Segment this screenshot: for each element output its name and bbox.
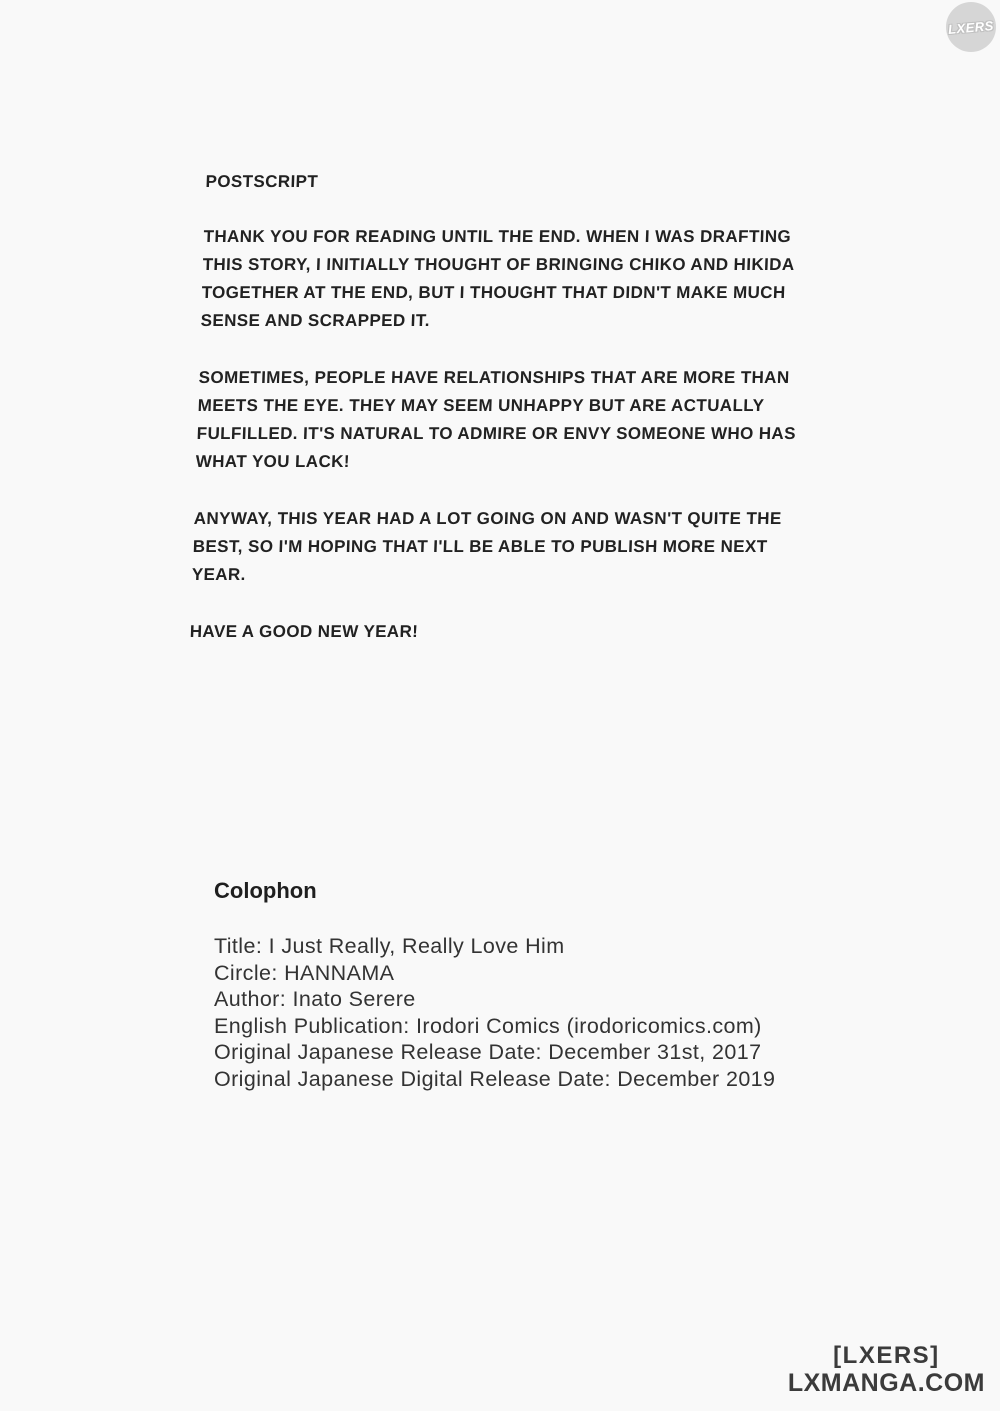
postscript-paragraph — [189, 618, 850, 646]
lxers-badge-label: LXERS — [947, 17, 995, 37]
site-watermark-name: [LXERS] — [833, 1342, 940, 1369]
text-line: THANK YOU FOR READING UNTIL THE END. WHEN I WAS DRAFTING — [203, 227, 792, 246]
postscript-heading: POSTSCRIPT — [205, 172, 319, 191]
postscript-section — [188, 168, 866, 675]
colophon-line: English Publication: Irodori Comics (irodoricomics.com) — [214, 1013, 762, 1038]
colophon-line: Circle: HANNAMA — [214, 960, 395, 985]
lxers-badge — [946, 2, 996, 52]
text-line: HAVE A GOOD NEW YEAR! — [189, 622, 419, 641]
postscript-paragraph — [191, 505, 854, 589]
text-line: THIS STORY, I INITIALLY THOUGHT OF BRINGING CHIKO AND HIKIDA — [202, 255, 795, 274]
postscript-paragraphs — [189, 223, 864, 646]
text-line: WHAT YOU LACK! — [195, 452, 351, 471]
colophon-line: Original Japanese Digital Release Date: December 2019 — [214, 1066, 776, 1091]
text-line: FULFILLED. IT'S NATURAL TO ADMIRE OR ENVY SOMEONE WHO HAS — [196, 424, 797, 443]
text-line: MEETS THE EYE. THEY MAY SEEM UNHAPPY BUT ARE ACTUALLY — [197, 396, 765, 415]
colophon-line: Title: I Just Really, Really Love Him — [214, 934, 565, 958]
colophon-section — [214, 876, 775, 1092]
colophon-heading: Colophon — [214, 878, 317, 903]
text-line: BEST, SO I'M HOPING THAT I'LL BE ABLE TO PUBLISH MORE NEXT — [192, 537, 768, 556]
colophon-lines — [214, 933, 775, 1092]
text-line: TOGETHER AT THE END, BUT I THOUGHT THAT DIDN'T MAKE MUCH — [201, 283, 786, 302]
colophon-line: Original Japanese Release Date: December 31st, 2017 — [214, 1040, 762, 1064]
site-watermark — [788, 1343, 985, 1397]
postscript-paragraph — [200, 223, 864, 335]
colophon-line: Author: Inato Serere — [214, 987, 416, 1011]
postscript-paragraph — [195, 364, 859, 476]
text-line: ANYWAY, THIS YEAR HAD A LOT GOING ON AND WASN'T QUITE THE — [193, 509, 782, 528]
text-line: SENSE AND SCRAPPED IT. — [200, 311, 431, 330]
text-line: SOMETIMES, PEOPLE HAVE RELATIONSHIPS THAT ARE MORE THAN — [198, 368, 790, 387]
site-watermark-url: LXMANGA.COM — [787, 1369, 985, 1397]
text-line: YEAR. — [191, 565, 247, 584]
